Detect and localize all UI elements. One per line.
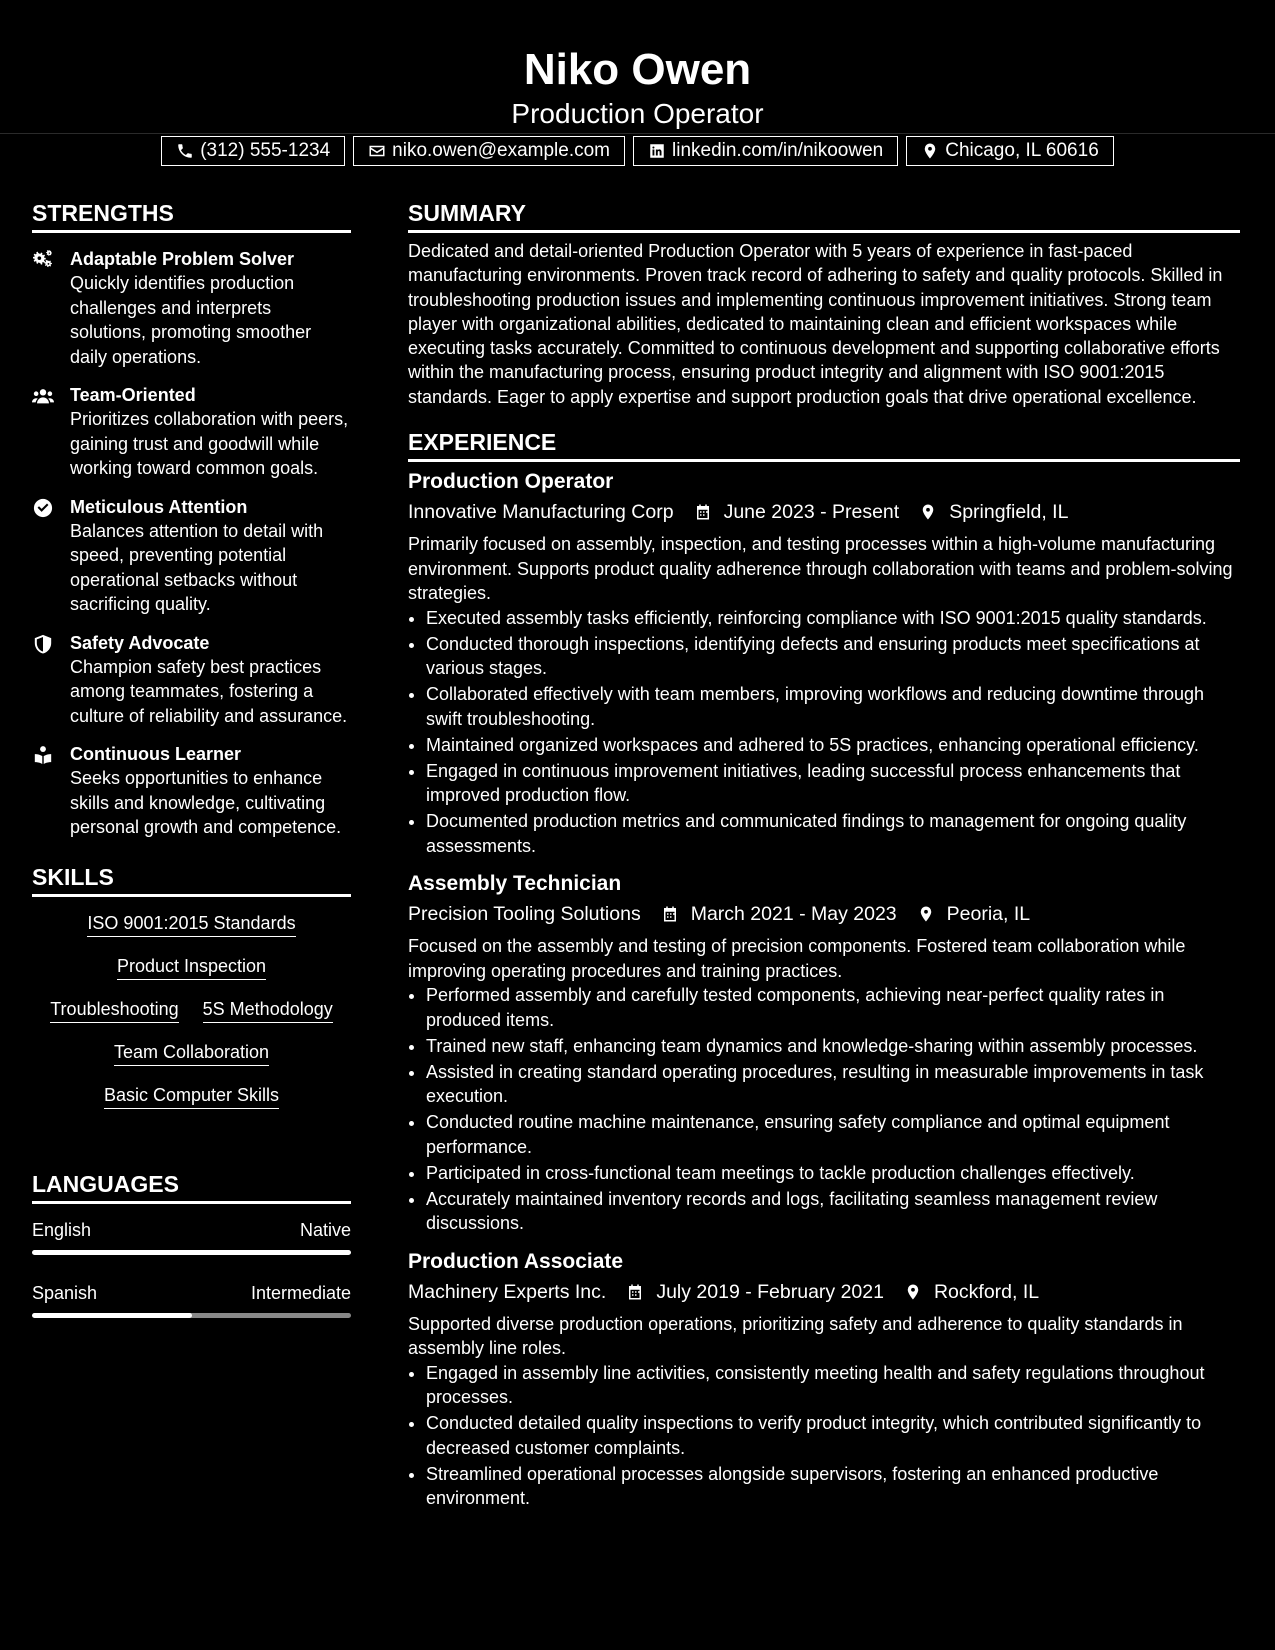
skills-heading: SKILLS: [32, 860, 351, 897]
strength-item: [32, 742, 351, 840]
calendar-icon: [626, 1283, 644, 1301]
language-proficiency-bar: [32, 1313, 351, 1318]
location-text: Chicago, IL 60616: [945, 140, 1099, 161]
language-proficiency-fill: [32, 1313, 192, 1318]
job-entry: [408, 1248, 1240, 1511]
linkedin-text: linkedin.com/in/nikoowen: [672, 140, 884, 161]
job-bullets: [408, 606, 1240, 859]
candidate-name: Niko Owen: [523, 45, 752, 94]
learner-icon: [32, 745, 54, 765]
email-text: niko.owen@example.com: [392, 140, 610, 161]
language-name: Spanish: [32, 1282, 98, 1303]
contact-linkedin[interactable]: [633, 136, 898, 166]
languages-heading: LANGUAGES: [32, 1167, 351, 1204]
left-column: [32, 196, 351, 1344]
language-name: English: [32, 1219, 92, 1240]
strength-item: [32, 631, 351, 729]
language-item: [32, 1281, 351, 1318]
list-item: • Conducted thorough inspections, identifying defects and ensuring products meet specifications at various stages.: [426, 632, 1240, 681]
map-pin-icon: [919, 503, 937, 521]
job-description: Primarily focused on assembly, inspection, and testing processes within a high-volume manufacturing environment. Supports product quality adherence through collaboration with teams and problem-solving strategies.: [408, 534, 1233, 604]
list-item: • Performed assembly and carefully tested components, achieving near-perfect quality rates in produced items.: [426, 983, 1240, 1032]
users-icon: [32, 386, 54, 406]
gears-icon: [32, 250, 54, 270]
list-item: • Trained new staff, enhancing team dynamics and knowledge-sharing within assembly processes.: [426, 1034, 1240, 1059]
list-item: • Executed assembly tasks efficiently, reinforcing compliance with ISO 9001:2015 quality standards.: [426, 606, 1240, 631]
strength-title: Continuous Learner: [70, 744, 242, 764]
contact-phone[interactable]: [161, 136, 345, 166]
strength-title: Safety Advocate: [70, 632, 210, 653]
job-description: Focused on the assembly and testing of precision components. Fostered team collaboration while improving operating procedures and training practices.: [408, 936, 1186, 981]
calendar-icon: [661, 905, 679, 923]
check-circle-icon: [32, 498, 54, 518]
job-location: Springfield, IL: [949, 501, 1069, 524]
list-item: • Documented production metrics and communicated findings to management for ongoing quality assessments.: [426, 809, 1240, 858]
envelope-icon: [368, 142, 386, 160]
skill-tag: Product Inspection: [117, 954, 266, 980]
job-dates: July 2019 - February 2021: [656, 1280, 884, 1303]
strength-title: Team-Oriented: [70, 385, 196, 405]
strength-title: Meticulous Attention: [70, 496, 248, 517]
job-location: Peoria, IL: [946, 903, 1031, 926]
strength-title: Adaptable Problem Solver: [70, 249, 295, 269]
job-title: Assembly Technician: [408, 872, 622, 896]
phone-icon: [176, 142, 194, 160]
list-item: • Collaborated effectively with team members, improving workflows and reducing downtime through swift troubleshooting.: [426, 682, 1240, 731]
strength-desc: Quickly identifies production challenges and interprets solutions, promoting smoother daily operations.: [70, 273, 312, 367]
skill-tag: 5S Methodology: [203, 997, 333, 1023]
list-item: • Streamlined operational processes alongside supervisors, fostering an enhanced productive environment.: [426, 1462, 1240, 1511]
job-bullets: [408, 1361, 1240, 1511]
map-pin-icon: [917, 905, 935, 923]
contact-email[interactable]: [353, 136, 625, 166]
list-item: • Maintained organized workspaces and adhered to 5S practices, enhancing operational efficiency.: [426, 733, 1240, 758]
map-pin-icon: [904, 1283, 922, 1301]
skill-tag: Basic Computer Skills: [104, 1083, 279, 1109]
strength-item: [32, 247, 351, 369]
list-item: • Accurately maintained inventory records and logs, facilitating seamless management review discussions.: [426, 1187, 1240, 1236]
right-column: [408, 196, 1240, 1523]
skill-tag: ISO 9001:2015 Standards: [87, 911, 295, 937]
contact-bar: [0, 136, 1275, 166]
summary-text: Dedicated and detail-oriented Production Operator with 5 years of experience in fast-paced manufacturing environments. Proven track record of adhering to safety and quality protocols. Skilled in troubleshooting production issues and implementing continuous improvement initiatives. Strong team player with organizational abilities, dedicated to maintaining clean and efficient workspaces while executing tasks accurately. Committed to continuous development and supporting collaborative efforts within the manufacturing process, ensuring product integrity and alignment with ISO 9001:2015 standards. Eager to apply expertise and support production goals that drive operational excellence.: [408, 241, 1223, 407]
job-description: Supported diverse production operations, prioritizing safety and adherence to quality standards in assembly line roles.: [408, 1313, 1183, 1359]
language-level: Native: [299, 1219, 351, 1240]
resume-header: [0, 0, 1275, 161]
list-item: • Conducted routine machine maintenance, ensuring safety compliance and optimal equipment performance.: [426, 1110, 1240, 1159]
language-proficiency-fill: [32, 1250, 351, 1255]
strength-desc: Balances attention to detail with speed, preventing potential operational setbacks without sacrificing quality.: [70, 520, 324, 614]
summary-heading: SUMMARY: [408, 196, 1240, 233]
strength-desc: Seeks opportunities to enhance skills and knowledge, cultivating personal growth and competence.: [70, 768, 342, 837]
experience-heading: EXPERIENCE: [408, 425, 1240, 462]
list-item: • Engaged in assembly line activities, consistently meeting health and safety regulations throughout processes.: [426, 1361, 1240, 1410]
job-company: Innovative Manufacturing Corp: [408, 501, 674, 524]
job-title: Production Associate: [408, 1249, 624, 1273]
map-pin-icon: [921, 142, 939, 160]
list-item: • Conducted detailed quality inspections to verify product integrity, which contributed significantly to decreased customer complaints.: [426, 1411, 1240, 1460]
job-bullets: [408, 983, 1240, 1236]
job-dates: June 2023 - Present: [723, 501, 900, 524]
language-level: Intermediate: [250, 1282, 351, 1303]
job-entry: [408, 870, 1240, 1236]
skill-tag: Troubleshooting: [50, 997, 178, 1023]
list-item: • Engaged in continuous improvement initiatives, leading successful process enhancements that improved production flow.: [426, 759, 1240, 808]
job-entry: [408, 468, 1240, 858]
language-item: [32, 1218, 351, 1255]
phone-text: (312) 555-1234: [200, 140, 331, 161]
strength-desc: Champion safety best practices among teammates, fostering a culture of reliability and assurance.: [70, 656, 348, 726]
calendar-icon: [694, 503, 712, 521]
job-title: Production Operator: [408, 470, 614, 494]
candidate-role: Production Operator: [511, 98, 764, 129]
linkedin-icon: [648, 142, 666, 160]
contact-location[interactable]: [906, 136, 1114, 166]
job-location: Rockford, IL: [933, 1280, 1040, 1303]
strength-desc: Prioritizes collaboration with peers, gaining trust and goodwill while working toward common goals.: [70, 409, 349, 478]
skills-list: [32, 911, 351, 1109]
list-item: • Assisted in creating standard operating procedures, resulting in measurable improvements in task execution.: [426, 1060, 1240, 1109]
job-company: Machinery Experts Inc.: [408, 1280, 607, 1303]
strengths-heading: STRENGTHS: [32, 196, 351, 233]
strength-item: [32, 383, 351, 481]
job-dates: March 2021 - May 2023: [690, 903, 897, 926]
job-company: Precision Tooling Solutions: [408, 903, 641, 926]
skill-tag: Team Collaboration: [114, 1040, 269, 1066]
list-item: • Participated in cross-functional team meetings to tackle production challenges effectively.: [426, 1161, 1240, 1186]
shield-icon: [32, 634, 54, 654]
strength-item: [32, 495, 351, 617]
language-proficiency-bar: [32, 1250, 351, 1255]
